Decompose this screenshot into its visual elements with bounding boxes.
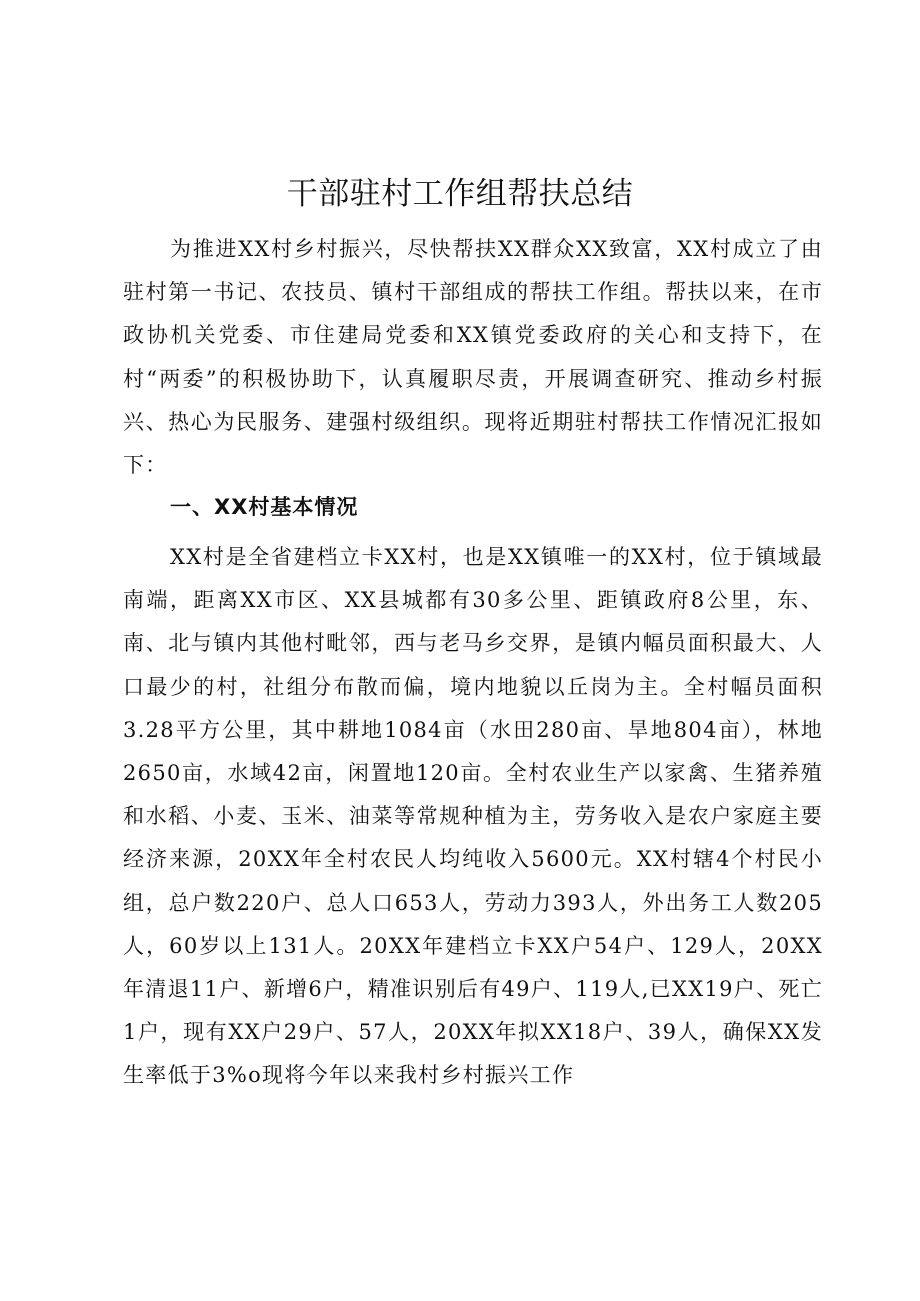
intro-paragraph: 为推进XX村乡村振兴，尽快帮扶XX群众XX致富，XX村成立了由驻村第一书记、农技员、镇村干部组成的帮扶工作组。帮扶以来，在市政协机关党委、市住建局党委和XX镇党委政府的关心和支持下，在村“两委”的积极协助下，认真履职尽责，开展调查研究、推动乡村振兴、热心为民服务、建强村级组织。现将近期驻村帮扶工作情况汇报如下：: [123, 237, 823, 478]
basic-situation-paragraph: XX村是全省建档立卡XX村，也是XX镇唯一的XX村，位于镇域最南端，距离XX市区、XX县城都有30多公里、距镇政府8公里，东、南、北与镇内其他村毗邻，西与老马乡交界，是镇内幅员面积最大、人口最少的村，社组分布散而偏，境内地貌以丘岗为主。全村幅员面积3.28平方公里，其中耕地1084亩（水田280亩、旱地804亩），林地2650亩，水域42亩，闲置地120亩。全村农业生产以家禽、生猪养殖和水稻、小麦、玉米、油菜等常规种植为主，劳务收入是农户家庭主要经济来源，20XX年全村农民人均纯收入5600元。XX村辖4个村民小组，总户数220户、总人口653人，劳动力393人，外出务工人数205人，60岁以上131人。20XX年建档立卡XX户54户、129人，20XX年清退11户、新增6户，精准识别后有49户、119人,已XX19户、死亡1户，现有XX户29户、57人，20XX年拟XX18户、39人，确保XX发生率低于3%o现将今年以来我村乡村振兴工作: [123, 545, 823, 1088]
section-heading-basic-situation: 一、XX村基本情况: [170, 495, 359, 519]
document-title: 干部驻村工作组帮扶总结: [286, 176, 634, 212]
